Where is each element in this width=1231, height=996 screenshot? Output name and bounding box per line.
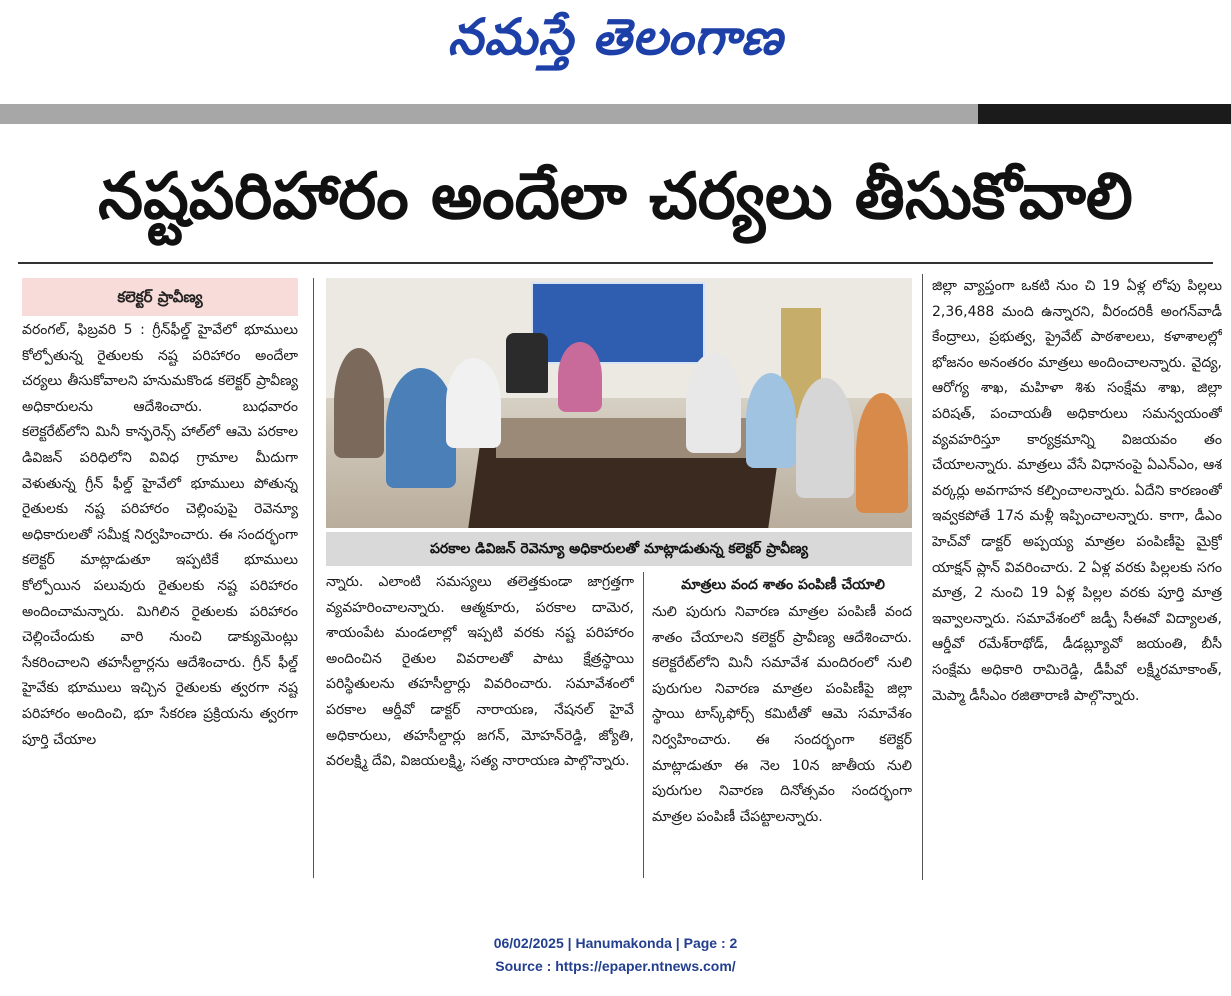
article-headline: నష్టపరిహారం అందేలా చర్యలు తీసుకోవాలి: [98, 160, 1133, 234]
photo-person: [446, 358, 501, 448]
article-column-2: [326, 570, 634, 880]
subsection-heading: మాత్రలు వంద శాతం పంపిణీ చేయాలి: [681, 577, 885, 593]
article-column-3: [652, 600, 912, 880]
photo-banner: [531, 282, 705, 364]
meeting-photo: [326, 278, 912, 528]
photo-person: [856, 393, 908, 513]
photo-person: [558, 342, 602, 412]
photo-caption: పరకాల డివిజన్ రెవెన్యూ అధికారులతో మాట్లాడుతున్న కలెక్టర్ ప్రావీణ్య: [326, 532, 912, 566]
column-divider: [922, 274, 923, 880]
photo-chair: [506, 333, 548, 393]
column-divider: [313, 278, 314, 878]
article-column-1: [22, 318, 298, 878]
column-2-text: న్నారు. ఎలాంటి సమస్యలు తలెత్తకుండా జాగ్రత్తగా వ్యవహరించాలన్నారు. ఆత్మకూరు, పరకాల దామెర, శాయంపేట మండలాల్లో ఇప్పటి వరకు నష్ట పరిహారం అందించిన రైతుల వివరాలతో పాటు క్షేత్రస్థాయి పరిస్థితులను తహసీల్దార్లు వివరించారు. సమావేశంలో పరకాల ఆర్డీవో డాక్టర్ నారాయణ, నేషనల్ హైవే అధికారులు, తహసీల్దార్లు జగన్, మోహన్‌రెడ్డి, జ్యోతి, వరలక్ష్మి దేవి, విజయలక్ష్మి, సత్య నారాయణ పాల్గొన్నారు.: [326, 574, 634, 770]
footer-date-page: 06/02/2025 | Hanumakonda | Page : 2: [493, 935, 738, 951]
photo-person: [334, 348, 384, 458]
byline: కలెక్టర్ ప్రావీణ్య: [22, 278, 298, 316]
column-divider: [643, 572, 644, 878]
masthead-bar-dark: [978, 104, 1231, 124]
article-column-4: [932, 274, 1222, 884]
headline-divider: [18, 262, 1213, 264]
masthead-title: నమస్తే తెలంగాణ: [447, 8, 784, 66]
photo-person: [796, 378, 854, 498]
photo-person: [746, 373, 796, 468]
masthead-bar-grey: [0, 104, 978, 124]
column-3-text: నులి పురుగు నివారణ మాత్రల పంపిణీ వంద శాతం చేయాలని కలెక్టర్ ప్రావీణ్య ఆదేశించారు. కలెక్టరేట్‌లోని మినీ సమావేశ మందిరంలో నులి పురుగుల నివారణ మాత్రల పంపిణీపై జిల్లా స్థాయి టాస్క్‌ఫోర్స్ కమిటీతో ఆమె సమావేశం నిర్వహించారు. ఈ సందర్భంగా కలెక్టర్ మాట్లాడుతూ ఈ నెల 10న జాతీయ నులి పురుగుల నివారణ దినోత్సవం సందర్భంగా మాత్రల పంపిణీ చేపట్టాలన్నారు.: [652, 604, 912, 825]
footer-source-link[interactable]: Source : https://epaper.ntnews.com/: [495, 958, 736, 974]
column-4-text: జిల్లా వ్యాప్తంగా ఒకటి నుం చి 19 ఏళ్ల లోపు పిల్లలు 2,36,488 మంది ఉన్నారని, వీరందరికీ అంగన్‌వాడీ కేంద్రాలు, ప్రభుత్వ, ప్రైవేట్ పాఠశాలలు, కళాశాలల్లో భోజనం అనంతరం మాత్రలు అందించాలన్నారు. వైద్య, ఆరోగ్య శాఖ, మహిళా శిశు సంక్షేమ శాఖ, జిల్లా పరిషత్, పంచాయతీ అధికారులు సమన్వయంతో వ్యవహరిస్తూ కార్యక్రమాన్ని విజయవం తం చేయాలన్నారు. మాత్రలు వేసే విధానంపై ఏఎన్‌ఎం, ఆశ వర్కర్లు అవగాహన కల్పించాలన్నారు. ఏదేని కారణంతో ఇవ్వకపోతే 17న మళ్లీ ఇప్పించాలన్నారు. కాగా, డీఎం హెచ్‌వో డాక్టర్ అప్పయ్య మాత్రల పంపిణీపై మైక్రో యాక్షన్ ప్లాన్ వివరించారు. 2 ఏళ్ల వరకు పిల్లలకు సగం మాత్ర, 2 నుంచి 19 ఏళ్ల పిల్లల వరకు పూర్తి మాత్ర ఇవ్వాలన్నారు. సమావేశంలో జడ్పీ సీఈవో విద్యాలత, ఆర్డీవో రమేశ్‌రాథోడ్, డీడబ్ల్యూవో జయంతి, బీసీ సంక్షేమ అధికారి రామిరెడ్డి, డీపీవో లక్ష్మీరమాకాంత్, మెప్మా డీసీఎం రజితారాణి పాల్గొన్నారు.: [932, 278, 1222, 704]
column-1-text: వరంగల్, ఫిబ్రవరి 5 : గ్రీన్‌ఫీల్డ్ హైవేలో భూములు కోల్పోతున్న రైతులకు నష్ట పరిహారం అందేలా చర్యలు తీసుకోవాలని హనుమకొండ కలెక్టర్ ప్రావీణ్య అధికారులను ఆదేశించారు. బుధవారం కలెక్టరేట్‌లోని మినీ కాన్ఫరెన్స్ హాల్‌లో ఆమె పరకాల డివిజన్ పరిధిలోని వివిధ గ్రామాల మీదుగా వెళుతున్న గ్రీన్ ఫీల్డ్ హైవేలో భూములు పోతున్న రైతులకు నష్ట పరిహారం చెల్లింపుపై రెవెన్యూ అధికారులతో సమీక్ష నిర్వహించారు. ఈ సందర్భంగా కలెక్టర్ మాట్లాడుతూ ఇప్పటికే భూములు కోల్పోయిన పలువురు రైతులకు నష్ట పరిహారం అందించామన్నారు. మిగిలిన రైతులకు పరిహారం చెల్లించేందుకు వారి నుంచి డాక్యుమెంట్లు సేకరించాలని తహసీల్దార్లను ఆదేశించారు. గ్రీన్ ఫీల్డ్ హైవేకు భూములు ఇచ్చిన రైతులకు త్వరగా నష్ట పరిహారం అందించి, భూ సేకరణ ప్రక్రియను త్వరగా పూర్తి చేయాల: [22, 322, 298, 748]
photo-person: [686, 353, 741, 453]
